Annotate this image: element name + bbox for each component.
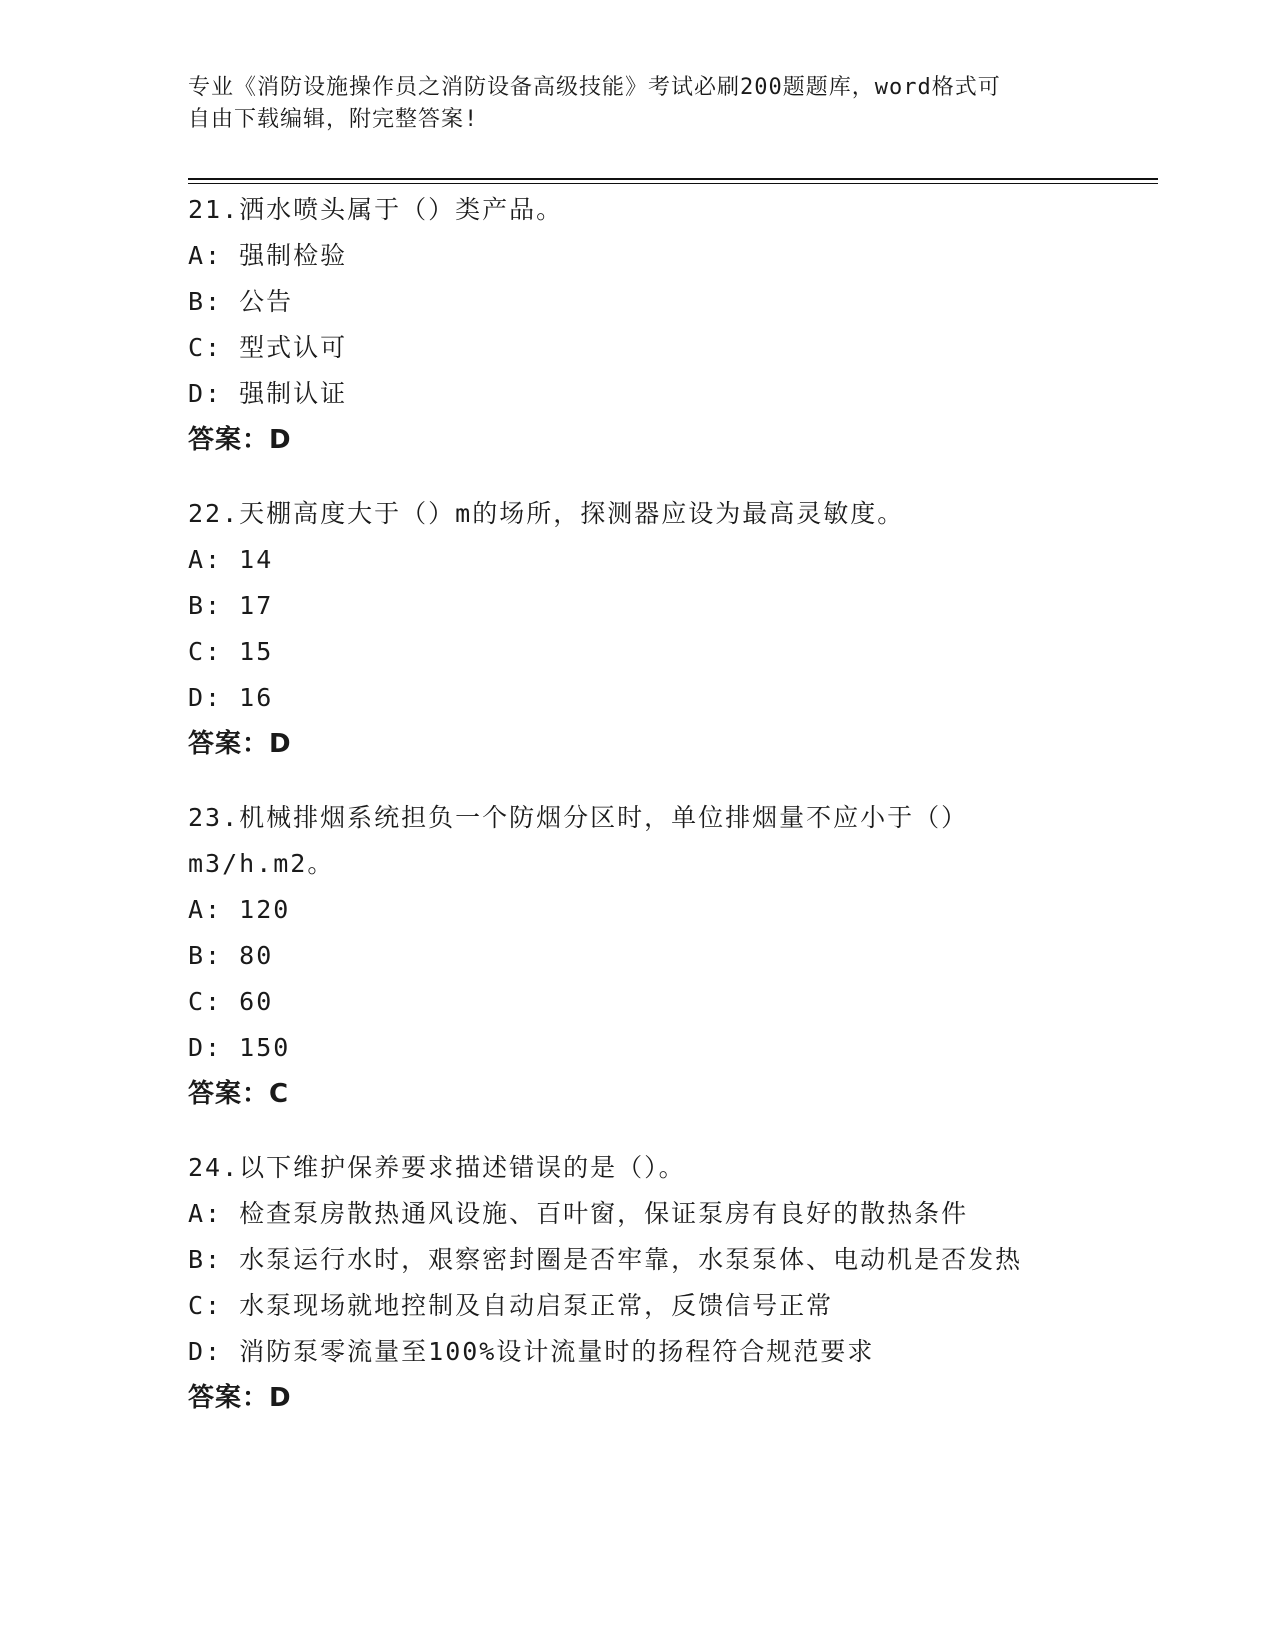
answer-label: 答案：D [188, 425, 292, 455]
option-b: B: 80 [188, 941, 274, 970]
answer-label: 答案：D [188, 729, 292, 759]
question-list [188, 187, 1088, 1449]
question-22 [188, 491, 1088, 767]
question-stem: 22.天棚高度大于（）m的场所，探测器应设为最高灵敏度。 [188, 499, 905, 528]
option-b: B: 公告 [188, 287, 294, 316]
question-stem: 24.以下维护保养要求描述错误的是（）。 [188, 1153, 686, 1182]
option-b: B: 17 [188, 591, 274, 620]
option-c: C: 水泵现场就地控制及自动启泵正常，反馈信号正常 [188, 1291, 834, 1320]
option-a: A: 14 [188, 545, 274, 574]
option-d: D: 消防泵零流量至100%设计流量时的扬程符合规范要求 [188, 1337, 875, 1366]
option-a: A: 检查泵房散热通风设施、百叶窗，保证泵房有良好的散热条件 [188, 1199, 969, 1228]
option-a: A: 120 [188, 895, 291, 924]
option-c: C: 型式认可 [188, 333, 348, 362]
question-stem: 21.洒水喷头属于（）类产品。 [188, 195, 564, 224]
question-stem-line-1: 23.机械排烟系统担负一个防烟分区时，单位排烟量不应小于（） [188, 803, 969, 832]
question-23 [188, 795, 1088, 1117]
option-c: C: 15 [188, 637, 274, 666]
answer-label: 答案：C [188, 1079, 290, 1109]
document-header [188, 72, 1068, 136]
header-line-1: 专业《消防设施操作员之消防设备高级技能》考试必刷200题题库，word格式可 [188, 75, 1001, 100]
question-24 [188, 1145, 1088, 1421]
question-stem-line-2: m3/h.m2。 [188, 849, 335, 878]
header-divider-thin [188, 183, 1158, 184]
question-21 [188, 187, 1088, 463]
option-d: D: 16 [188, 683, 274, 712]
header-divider-thick [188, 178, 1158, 180]
header-line-2: 自由下载编辑，附完整答案! [188, 107, 479, 132]
answer-label: 答案：D [188, 1383, 292, 1413]
option-b: B: 水泵运行水时，艰察密封圈是否牢靠，水泵泵体、电动机是否发热 [188, 1245, 1023, 1274]
option-d: D: 150 [188, 1033, 291, 1062]
option-a: A: 强制检验 [188, 241, 348, 270]
option-d: D: 强制认证 [188, 379, 348, 408]
option-c: C: 60 [188, 987, 274, 1016]
